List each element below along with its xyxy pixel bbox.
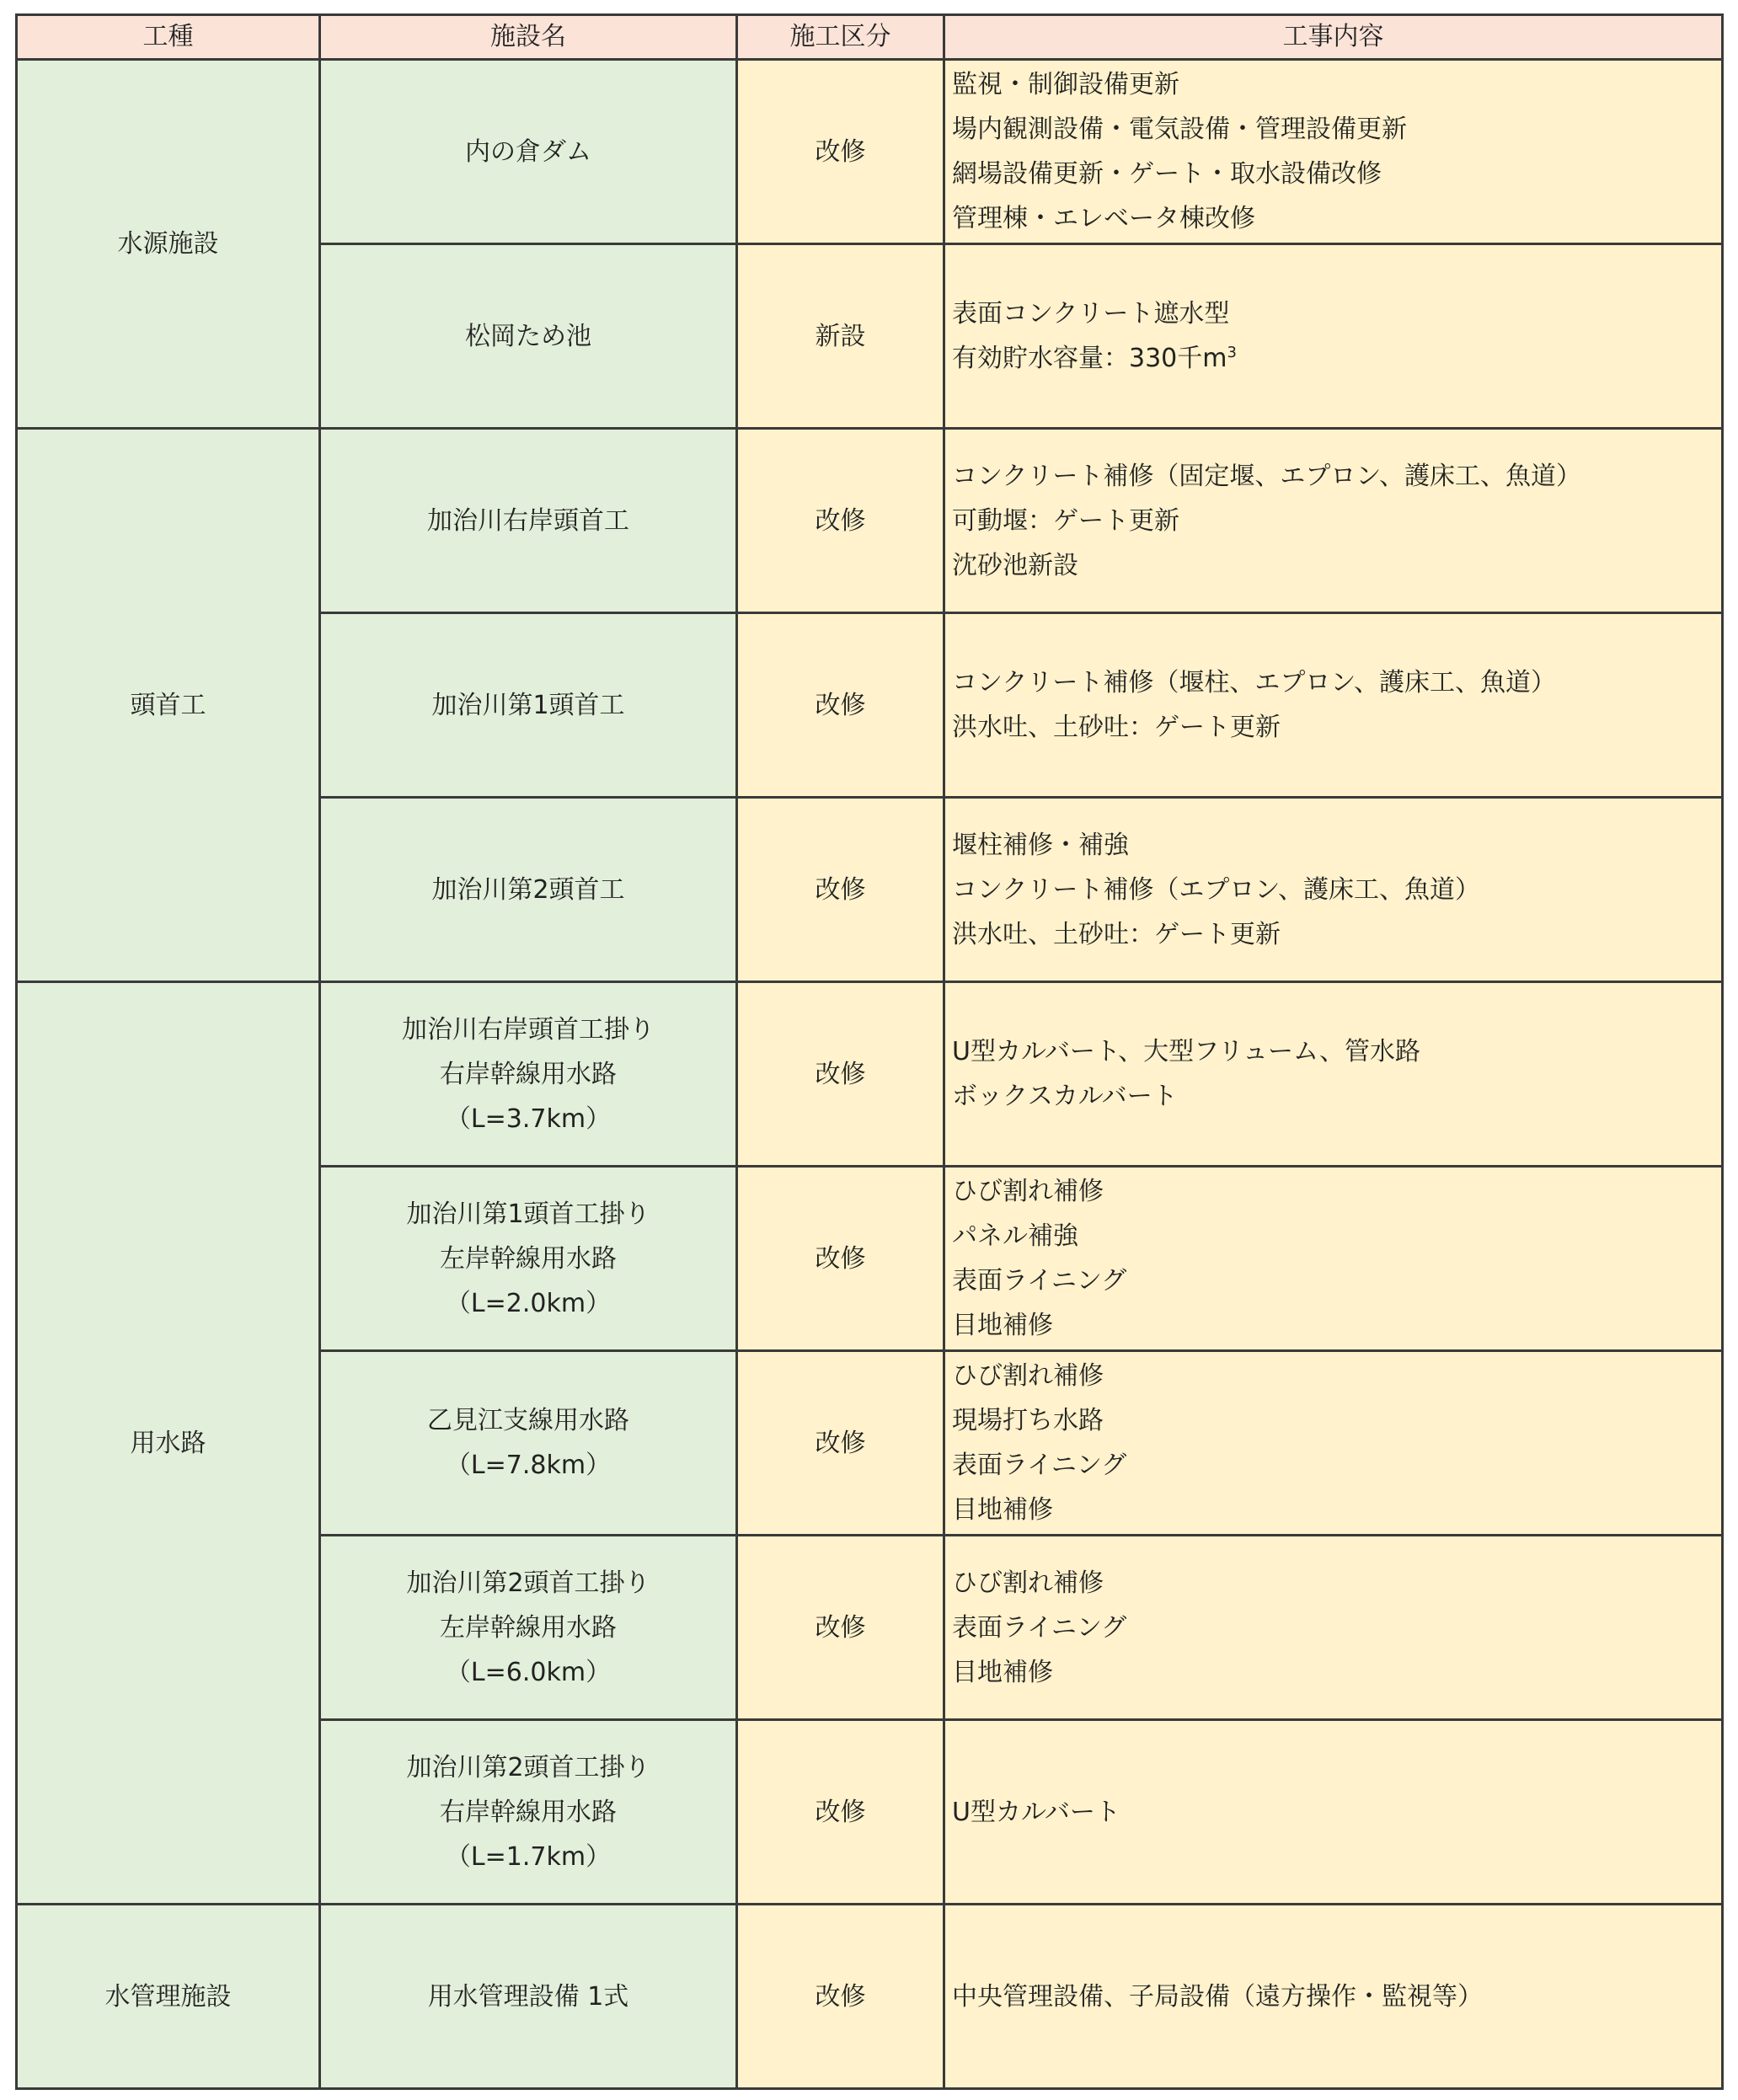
work-item-line bbox=[952, 196, 1721, 241]
work-item-text: 現場打ち水路 bbox=[952, 1406, 1104, 1435]
facility-name-line: 乙見江支線用水路 bbox=[427, 1406, 629, 1435]
facility-cell bbox=[320, 1536, 737, 1720]
work-item-line bbox=[952, 1258, 1721, 1303]
work-item-text: 洪水吐、土砂吐：ゲート更新 bbox=[952, 919, 1281, 949]
facility-cell bbox=[320, 798, 737, 982]
facility-name-line: 左岸幹線用水路 bbox=[440, 1243, 617, 1274]
work-item-line bbox=[952, 1974, 1721, 2019]
work-item-line bbox=[952, 868, 1721, 912]
category-cell: 用水路 bbox=[17, 982, 320, 1905]
table-row bbox=[17, 429, 1723, 613]
work-item-line bbox=[952, 1303, 1721, 1348]
classification-cell: 改修 bbox=[737, 1351, 944, 1536]
work-item-line bbox=[952, 1488, 1721, 1532]
work-item-line bbox=[952, 454, 1721, 499]
work-item-text: 表面ライニング bbox=[952, 1266, 1127, 1296]
facility-name-line: 右岸幹線用水路 bbox=[440, 1797, 617, 1827]
facility-name-line: 松岡ため池 bbox=[465, 321, 591, 351]
work-item-line bbox=[952, 1029, 1721, 1074]
work-item-text: 目地補修 bbox=[952, 1311, 1053, 1340]
category-cell: 頭首工 bbox=[17, 429, 320, 982]
facility-cell bbox=[320, 244, 737, 429]
classification-cell: 改修 bbox=[737, 982, 944, 1167]
work-item-text: 目地補修 bbox=[952, 1495, 1053, 1525]
work-item-line bbox=[952, 291, 1721, 336]
facility-cell bbox=[320, 1905, 737, 2089]
classification-cell: 改修 bbox=[737, 60, 944, 244]
work-item-text: 表面コンクリート遮水型 bbox=[952, 299, 1230, 329]
facility-name-line: （L=6.0km） bbox=[445, 1657, 612, 1687]
table-row bbox=[17, 60, 1723, 244]
work-item-line bbox=[952, 705, 1721, 750]
category-cell: 水源施設 bbox=[17, 60, 320, 429]
work-content-cell bbox=[944, 613, 1723, 798]
work-content-cell bbox=[944, 1167, 1723, 1351]
facility-name-line: 左岸幹線用水路 bbox=[440, 1612, 617, 1643]
facility-cell bbox=[320, 60, 737, 244]
work-content-cell bbox=[944, 1905, 1723, 2089]
work-item-text: 目地補修 bbox=[952, 1657, 1053, 1687]
work-item-text: 沈砂池新設 bbox=[952, 550, 1078, 580]
category-cell: 水管理施設 bbox=[17, 1905, 320, 2089]
work-item-line bbox=[952, 336, 1721, 381]
work-item-text: 表面ライニング bbox=[952, 1451, 1127, 1480]
work-content-cell bbox=[944, 244, 1723, 429]
work-item-line bbox=[952, 1561, 1721, 1606]
classification-cell: 新設 bbox=[737, 244, 944, 429]
classification-cell: 改修 bbox=[737, 1905, 944, 2089]
work-item-line bbox=[952, 1650, 1721, 1695]
facility-name-line: 加治川右岸頭首工 bbox=[427, 505, 629, 536]
work-item-text: パネル補強 bbox=[952, 1221, 1078, 1251]
work-item-text: 監視・制御設備更新 bbox=[952, 70, 1179, 99]
classification-cell: 改修 bbox=[737, 613, 944, 798]
classification-cell: 改修 bbox=[737, 1536, 944, 1720]
work-item-line bbox=[952, 660, 1721, 705]
header-facility: 施設名 bbox=[320, 15, 737, 60]
facility-name-line: 加治川第2頭首工掛り bbox=[406, 1568, 650, 1598]
work-item-text: 可動堰：ゲート更新 bbox=[952, 505, 1179, 536]
facility-cell bbox=[320, 613, 737, 798]
work-item-text: 網場設備更新・ゲート・取水設備改修 bbox=[952, 159, 1382, 189]
classification-cell: 改修 bbox=[737, 1167, 944, 1351]
work-item-line bbox=[952, 912, 1721, 957]
facility-name-line: （L=3.7km） bbox=[445, 1103, 612, 1134]
facility-name-line: 加治川第2頭首工 bbox=[431, 874, 625, 905]
facility-name-line: 加治川第1頭首工 bbox=[431, 690, 625, 720]
work-item-text: コンクリート補修（エプロン、護床工、魚道） bbox=[952, 874, 1480, 905]
work-item-line bbox=[952, 823, 1721, 868]
facility-name-line: 加治川第1頭首工掛り bbox=[406, 1199, 650, 1229]
work-content-cell bbox=[944, 798, 1723, 982]
work-item-text: ひび割れ補修 bbox=[952, 1361, 1104, 1391]
facility-name-line: 用水管理設備 1式 bbox=[427, 1981, 629, 2012]
facility-name-line: 加治川右岸頭首工掛り bbox=[402, 1014, 655, 1045]
table-body bbox=[17, 60, 1723, 2089]
work-item-line bbox=[952, 62, 1721, 107]
facility-name-line: 内の倉ダム bbox=[465, 136, 591, 167]
work-item-text: U型カルバート、大型フリューム、管水路 bbox=[952, 1037, 1420, 1066]
facility-work-table bbox=[15, 13, 1724, 2090]
classification-cell: 改修 bbox=[737, 429, 944, 613]
table-row bbox=[17, 982, 1723, 1167]
work-item-line bbox=[952, 499, 1721, 543]
facility-cell bbox=[320, 982, 737, 1167]
work-item-text: 管理棟・エレベータ棟改修 bbox=[952, 204, 1255, 233]
header-work: 工事内容 bbox=[944, 15, 1723, 60]
work-item-text: 有効貯水容量：330千m bbox=[952, 344, 1227, 373]
facility-name-line: 右岸幹線用水路 bbox=[440, 1059, 617, 1089]
facility-cell bbox=[320, 1351, 737, 1536]
work-item-text: 中央管理設備、子局設備（遠方操作・監視等） bbox=[952, 1981, 1483, 2012]
work-item-text: ひび割れ補修 bbox=[952, 1177, 1104, 1206]
header-category: 工種 bbox=[17, 15, 320, 60]
work-item-line bbox=[952, 1398, 1721, 1443]
facility-name-line: （L=2.0km） bbox=[445, 1288, 612, 1318]
work-item-text: 表面ライニング bbox=[952, 1612, 1127, 1643]
work-content-cell bbox=[944, 1351, 1723, 1536]
work-item-text: 洪水吐、土砂吐：ゲート更新 bbox=[952, 713, 1281, 742]
work-item-line bbox=[952, 1169, 1721, 1214]
facility-cell bbox=[320, 1167, 737, 1351]
work-item-line bbox=[952, 1443, 1721, 1488]
header-classification: 施工区分 bbox=[737, 15, 944, 60]
work-item-text: 堰柱補修・補強 bbox=[952, 830, 1129, 860]
header-row bbox=[17, 15, 1723, 60]
work-item-text: U型カルバート bbox=[952, 1797, 1120, 1827]
work-content-cell bbox=[944, 1720, 1723, 1905]
classification-cell: 改修 bbox=[737, 1720, 944, 1905]
work-content-cell bbox=[944, 982, 1723, 1167]
facility-name-line: 加治川第2頭首工掛り bbox=[406, 1752, 650, 1782]
work-item-line bbox=[952, 1606, 1721, 1650]
work-item-line bbox=[952, 1354, 1721, 1398]
classification-cell: 改修 bbox=[737, 798, 944, 982]
work-item-text: ひび割れ補修 bbox=[952, 1568, 1104, 1598]
work-item-text: コンクリート補修（固定堰、エプロン、護床工、魚道） bbox=[952, 461, 1581, 491]
facility-name-line: （L=7.8km） bbox=[445, 1451, 612, 1480]
work-item-line bbox=[952, 1790, 1721, 1835]
work-item-line bbox=[952, 543, 1721, 588]
facility-cell bbox=[320, 429, 737, 613]
work-content-cell bbox=[944, 1536, 1723, 1720]
table-row bbox=[17, 1905, 1723, 2089]
unit-superscript: 3 bbox=[1227, 344, 1237, 361]
facility-cell bbox=[320, 1720, 737, 1905]
work-item-text: ボックスカルバート bbox=[952, 1082, 1178, 1111]
work-item-line bbox=[952, 1074, 1721, 1119]
work-item-text: コンクリート補修（堰柱、エプロン、護床工、魚道） bbox=[952, 668, 1556, 697]
facility-name-line: （L=1.7km） bbox=[445, 1841, 612, 1872]
work-item-line bbox=[952, 1214, 1721, 1258]
work-item-line bbox=[952, 152, 1721, 196]
work-content-cell bbox=[944, 429, 1723, 613]
work-content-cell bbox=[944, 60, 1723, 244]
work-item-text: 場内観測設備・電気設備・管理設備更新 bbox=[952, 115, 1407, 144]
work-item-line bbox=[952, 107, 1721, 152]
